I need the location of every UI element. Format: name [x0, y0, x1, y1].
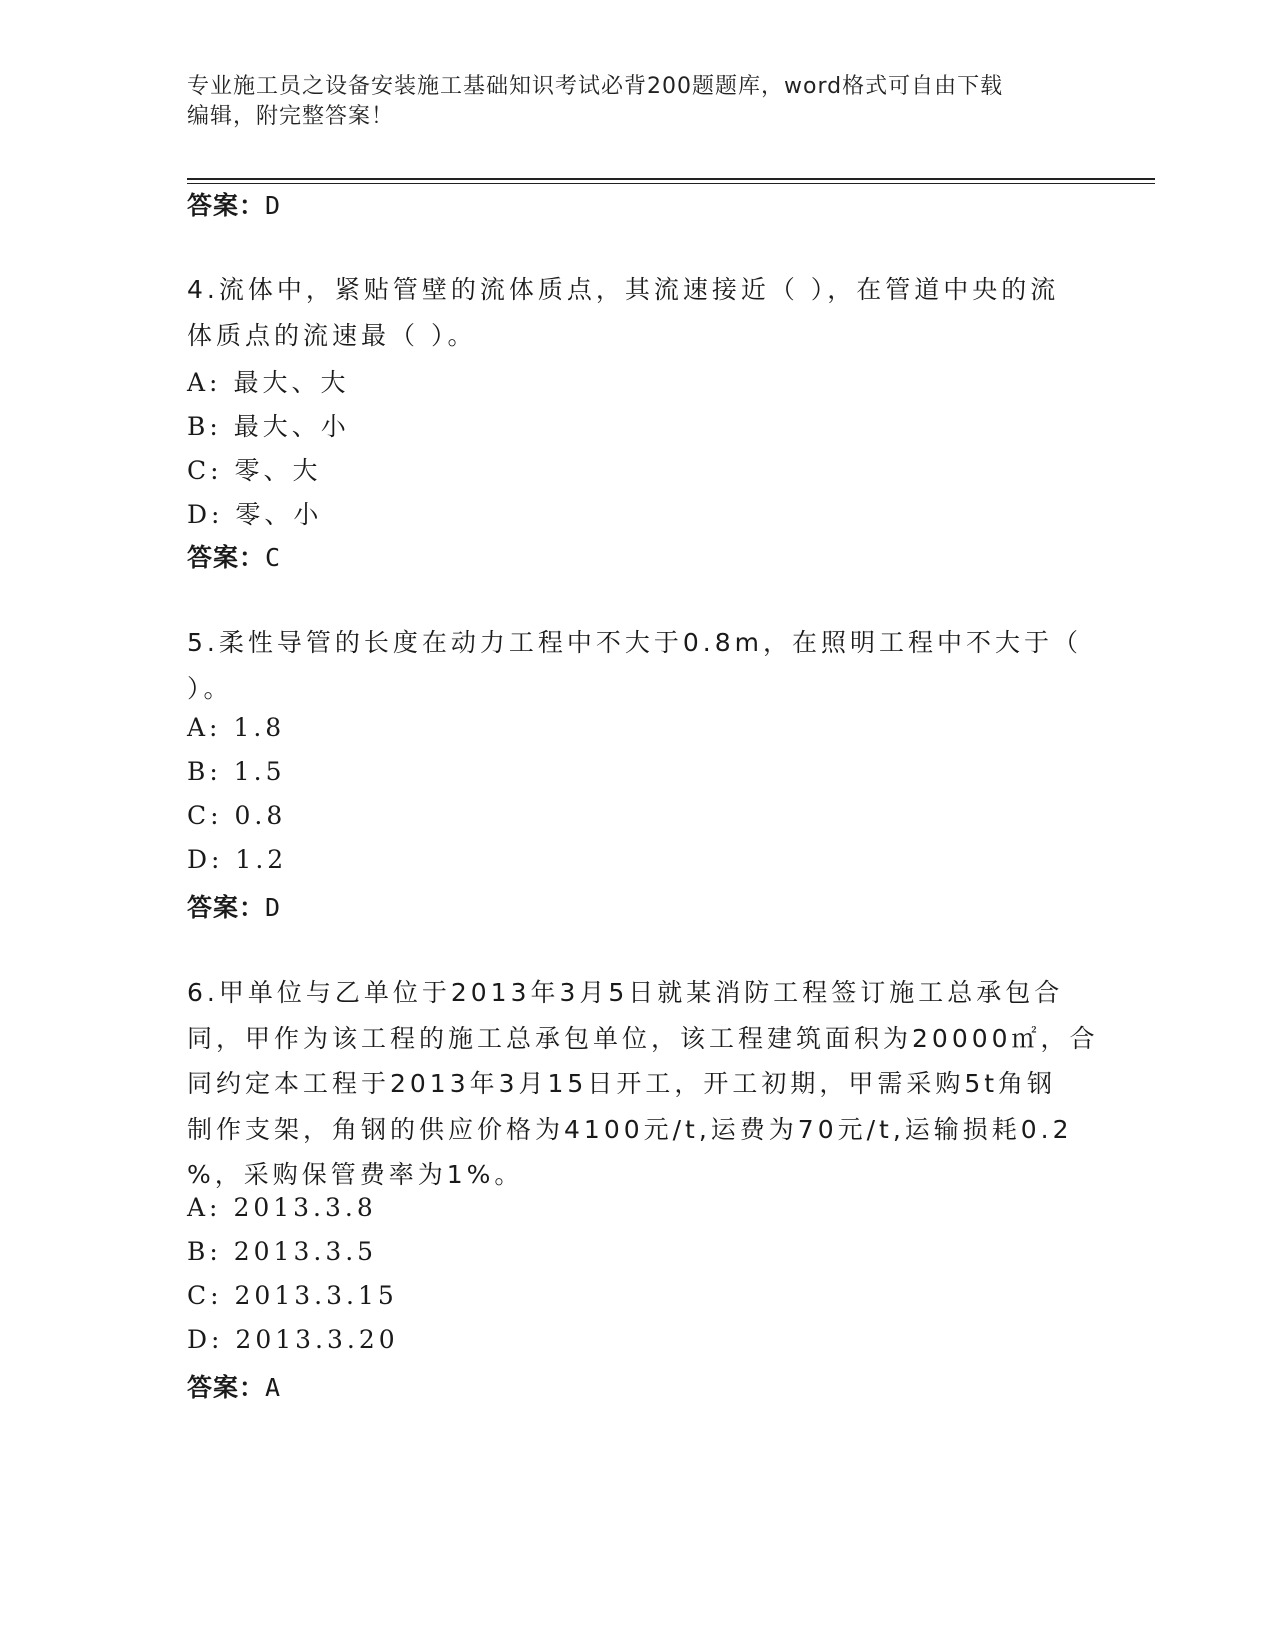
option-text: 最大、小 [233, 412, 350, 441]
header-divider-thick [187, 178, 1155, 180]
answer-value: A [265, 1373, 282, 1402]
header-line-1: 专业施工员之设备安装施工基础知识考试必背200题题库，word格式可自由下载 [187, 74, 1004, 99]
question-5-text [187, 620, 1082, 711]
question-4-option-c [187, 451, 322, 487]
option-key: B: [187, 412, 222, 441]
question-4-option-b [187, 407, 350, 443]
question-line: 制作支架，角钢的供应价格为4100元/t,运费为70元/t,运输损耗0.2 [187, 1114, 1073, 1144]
option-key: D: [187, 845, 224, 874]
question-4-option-d [187, 495, 322, 531]
option-text: 2013.3.5 [233, 1237, 378, 1266]
question-line: %，采购保管费率为1%。 [187, 1160, 524, 1189]
option-key: A: [187, 368, 222, 397]
option-key: C: [187, 801, 223, 830]
option-text: 1.5 [233, 757, 286, 786]
question-6-option-a [187, 1193, 377, 1222]
question-line: 4.流体中，紧贴管壁的流体质点，其流速接近（ ），在管道中央的流 [187, 275, 1060, 304]
question-line: 同，甲作为该工程的施工总承包单位，该工程建筑面积为20000㎡，合 [187, 1023, 1099, 1053]
option-text: 2013.3.8 [233, 1193, 377, 1222]
question-4-answer [187, 538, 281, 574]
question-5-option-b [187, 757, 286, 786]
document-header [187, 72, 1087, 132]
option-key: C: [187, 456, 223, 485]
header-divider-thin [187, 183, 1155, 184]
option-text: 1.2 [235, 845, 288, 874]
question-6-answer [187, 1368, 281, 1404]
option-text: 零、大 [234, 456, 322, 485]
question-6-option-b [187, 1237, 377, 1266]
header-line-2: 编辑，附完整答案！ [187, 104, 395, 129]
answer-value: C [265, 543, 282, 572]
option-key: A: [187, 713, 222, 742]
answer-value: D [265, 893, 282, 922]
question-5-option-c [187, 801, 286, 830]
option-text: 2013.3.15 [234, 1281, 398, 1310]
question-5-option-d [187, 845, 287, 874]
answer-label: 答案： [187, 543, 266, 572]
option-text: 1.8 [233, 713, 286, 742]
question-4-text [187, 267, 1077, 358]
option-key: D: [187, 500, 224, 529]
answer-label: 答案： [187, 191, 266, 220]
option-text: 2013.3.20 [235, 1325, 399, 1354]
question-5-answer [187, 888, 281, 924]
answer-prev [187, 186, 281, 222]
option-key: B: [187, 757, 222, 786]
question-line: ）。 [187, 673, 233, 703]
option-key: A: [187, 1193, 222, 1222]
question-line: 5.柔性导管的长度在动力工程中不大于0.8m，在照明工程中不大于（ [187, 628, 1082, 657]
option-text: 0.8 [234, 801, 287, 830]
answer-value: D [265, 191, 282, 220]
answer-label: 答案： [187, 893, 266, 922]
question-6-option-d [187, 1325, 399, 1354]
option-text: 最大、大 [233, 368, 350, 397]
question-6-text [187, 970, 1099, 1198]
question-line: 同约定本工程于2013年3月15日开工，开工初期，甲需采购5t角钢 [187, 1069, 1057, 1098]
question-line: 体质点的流速最（ ）。 [187, 320, 477, 350]
question-6-option-c [187, 1281, 398, 1310]
option-text: 零、小 [235, 500, 323, 529]
answer-label: 答案： [187, 1373, 266, 1402]
question-5-option-a [187, 713, 285, 742]
option-key: D: [187, 1325, 224, 1354]
option-key: C: [187, 1281, 223, 1310]
question-line: 6.甲单位与乙单位于2013年3月5日就某消防工程签订施工总承包合 [187, 978, 1064, 1007]
question-4-option-a [187, 363, 349, 399]
option-key: B: [187, 1237, 222, 1266]
